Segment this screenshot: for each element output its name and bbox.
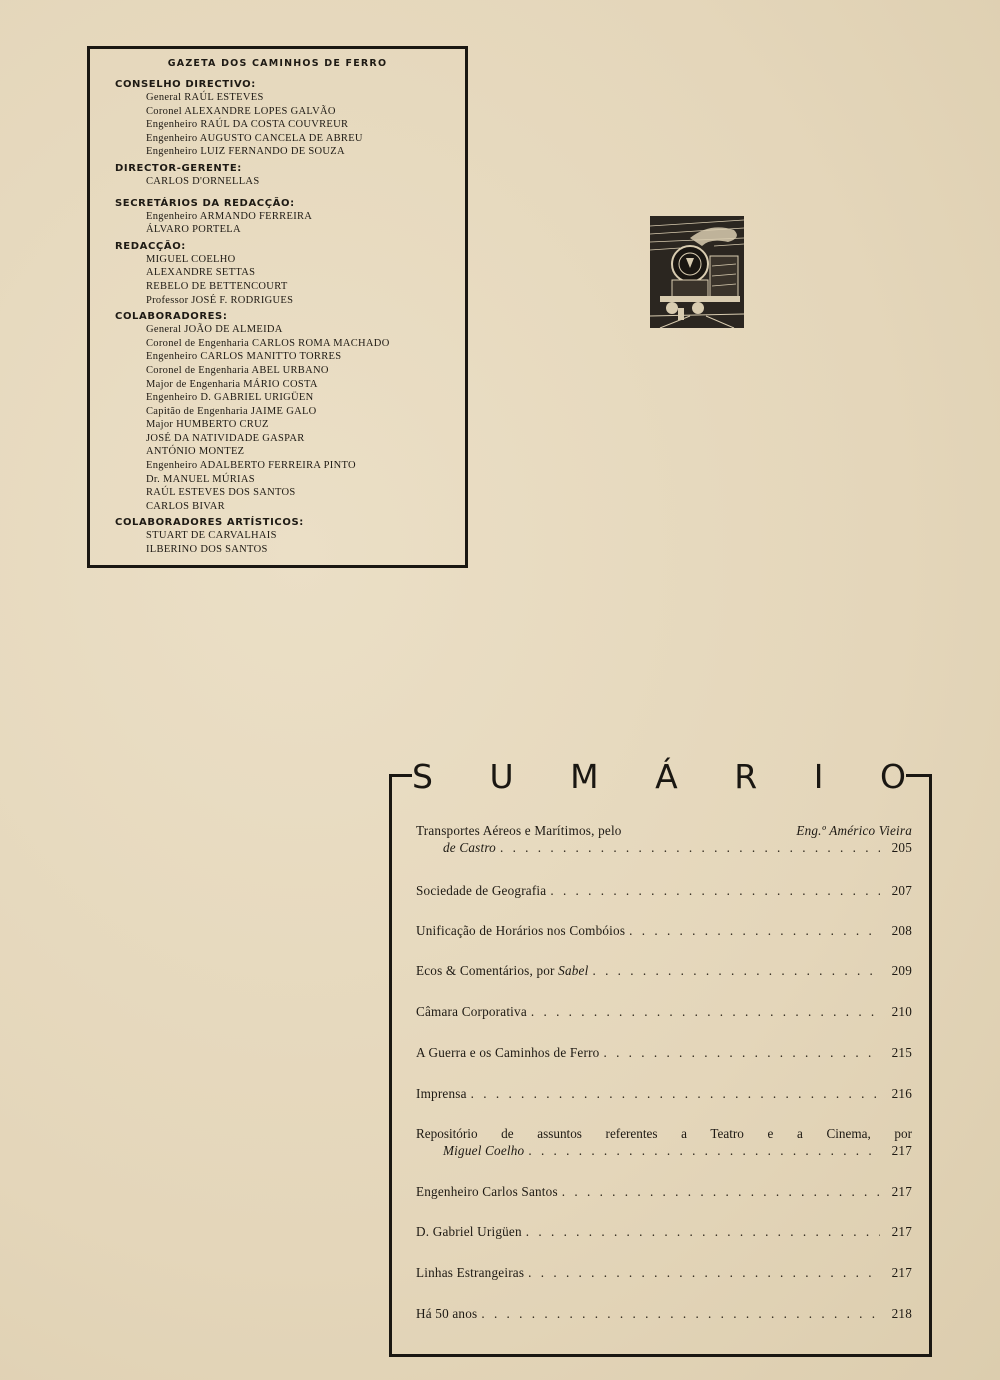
section-colaboradores-artisticos xyxy=(115,516,465,556)
toc-entry-author: de Castro xyxy=(443,840,496,855)
member-name: JOSÉ DA NATIVIDADE GASPAR xyxy=(146,432,305,444)
toc-entry-author: Miguel Coelho xyxy=(443,1143,525,1158)
masthead-title: GAZETA DOS CAMINHOS DE FERRO xyxy=(167,58,388,69)
member-name: CARLOS D'ORNELLAS xyxy=(146,175,260,187)
member-name: STUART DE CARVALHAIS xyxy=(146,530,277,542)
toc-entry-line xyxy=(416,1142,912,1159)
section-heading: SECRETÁRIOS DA REDACÇÃO: xyxy=(115,197,295,209)
toc-page-number: 209 xyxy=(891,963,912,978)
dot-leader xyxy=(526,1223,880,1240)
toc-entry-title-text: Ecos & Comentários, por xyxy=(416,963,555,978)
heading-letter: O xyxy=(879,757,906,796)
member-name: Major HUMBERTO CRUZ xyxy=(146,419,269,431)
dot-leader xyxy=(500,839,880,856)
toc-entry xyxy=(416,1085,912,1102)
toc-page-number: 207 xyxy=(891,883,912,898)
member-name: Engenheiro ARMANDO FERREIRA xyxy=(146,210,313,222)
toc-entry xyxy=(416,1044,912,1061)
member-name: Engenheiro AUGUSTO CANCELA DE ABREU xyxy=(146,132,363,144)
toc-entry-title xyxy=(416,962,588,979)
section-heading: REDACÇÃO: xyxy=(115,240,186,252)
member-name: General JOÃO DE ALMEIDA xyxy=(146,324,283,336)
member-name: CARLOS BIVAR xyxy=(146,500,225,512)
section-redaccao xyxy=(115,240,465,307)
toc-entry xyxy=(416,1264,912,1281)
dot-leader xyxy=(531,1003,880,1020)
dot-leader xyxy=(528,1264,880,1281)
member-name: ALEXANDRE SETTAS xyxy=(146,267,256,279)
member-name: Dr. MANUEL MÚRIAS xyxy=(146,473,255,485)
member-name: Engenheiro LUIZ FERNANDO DE SOUZA xyxy=(146,146,345,158)
heading-letter: Á xyxy=(655,757,678,796)
toc-entry-title: Há 50 anos xyxy=(416,1306,478,1321)
section-director-gerente xyxy=(115,162,465,189)
member-name: Coronel ALEXANDRE LOPES GALVÃO xyxy=(146,105,336,117)
dot-leader xyxy=(471,1085,880,1102)
toc-page-number: 216 xyxy=(891,1086,912,1101)
toc-page-number: 208 xyxy=(891,923,912,938)
section-heading: DIRECTOR-GERENTE: xyxy=(115,162,242,174)
dot-leader xyxy=(481,1305,880,1322)
toc-entry-title: Sociedade de Geografia xyxy=(416,883,547,898)
heading-letter: I xyxy=(813,757,824,796)
toc-page-number: 210 xyxy=(891,1004,912,1019)
heading-letter: S xyxy=(412,757,433,796)
member-name: ILBERINO DOS SANTOS xyxy=(146,544,268,556)
member-name: MIGUEL COELHO xyxy=(146,253,236,265)
toc-entry xyxy=(416,822,912,856)
section-secretarios xyxy=(115,197,465,237)
toc-entry-title: Câmara Corporativa xyxy=(416,1004,527,1019)
dot-leader xyxy=(629,922,880,939)
dot-leader xyxy=(528,1142,880,1159)
toc-entry xyxy=(416,1305,912,1322)
member-name: Major de Engenharia MÁRIO COSTA xyxy=(146,378,318,390)
toc-entry-title: Unificação de Horários nos Combóios xyxy=(416,923,626,938)
toc-entry-line xyxy=(416,822,912,839)
member-name: General RAÚL ESTEVES xyxy=(146,92,264,103)
toc-page-number: 215 xyxy=(891,1045,912,1060)
heading-letter: R xyxy=(734,757,758,796)
member-name: Capitão de Engenharia JAIME GALO xyxy=(146,405,317,417)
dot-leader xyxy=(562,1183,880,1200)
toc-entry xyxy=(416,962,912,979)
toc-entry-title: Transportes Aéreos e Marítimos, pelo xyxy=(416,823,622,838)
dot-leader xyxy=(592,962,880,979)
toc-page-number: 205 xyxy=(891,840,912,855)
toc-entry-author: Sabel xyxy=(558,963,589,978)
sumario-heading xyxy=(412,757,906,796)
toc-page-number: 217 xyxy=(891,1224,912,1239)
member-name: ANTÓNIO MONTEZ xyxy=(146,446,245,458)
dot-leader xyxy=(603,1044,880,1061)
toc-page-number: 217 xyxy=(891,1265,912,1280)
toc-entry xyxy=(416,882,912,899)
toc-page-number: 217 xyxy=(891,1143,912,1158)
member-name: Engenheiro RAÚL DA COSTA COUVREUR xyxy=(146,119,349,131)
section-heading: COLABORADORES: xyxy=(115,311,228,323)
section-colaboradores xyxy=(115,310,465,513)
toc-entry xyxy=(416,1223,912,1240)
toc-entry-title: Repositório de assuntos referentes a Teatro e a Cinema, por xyxy=(416,1126,912,1141)
toc-entry xyxy=(416,1003,912,1020)
toc-entry-author: Eng.º Américo Vieira xyxy=(796,823,912,838)
toc-page-number: 218 xyxy=(891,1306,912,1321)
section-conselho-directivo xyxy=(115,78,465,159)
toc-entry-title: Linhas Estrangeiras xyxy=(416,1265,525,1280)
dot-leader xyxy=(550,882,880,899)
toc-page-number: 217 xyxy=(891,1184,912,1199)
toc-entry-title: Engenheiro Carlos Santos xyxy=(416,1184,558,1199)
section-heading: COLABORADORES ARTÍSTICOS: xyxy=(115,517,304,529)
member-name: Coronel de Engenharia ABEL URBANO xyxy=(146,364,329,376)
member-name: Engenheiro CARLOS MANITTO TORRES xyxy=(146,351,342,363)
toc-entry xyxy=(416,922,912,939)
toc-entry-line xyxy=(416,839,912,856)
toc-entry-title: D. Gabriel Urigüen xyxy=(416,1224,522,1239)
toc-entry-title: A Guerra e os Caminhos de Ferro xyxy=(416,1045,600,1060)
editorial-board-box xyxy=(87,46,468,568)
toc-entry xyxy=(416,1183,912,1200)
member-name: Coronel de Engenharia CARLOS ROMA MACHADO xyxy=(146,337,390,349)
member-name: RAÚL ESTEVES DOS SANTOS xyxy=(146,487,296,499)
member-name: REBELO DE BETTENCOURT xyxy=(146,280,288,292)
heading-letter: U xyxy=(489,757,514,796)
member-name: Engenheiro D. GABRIEL URIGÜEN xyxy=(146,392,314,404)
heading-letter: M xyxy=(570,757,599,796)
toc-entry xyxy=(416,1125,912,1159)
locomotive-engraving-icon xyxy=(650,216,744,328)
toc-entry-title: Imprensa xyxy=(416,1086,467,1101)
section-heading: CONSELHO DIRECTIVO: xyxy=(115,79,256,90)
member-name: ÁLVARO PORTELA xyxy=(146,224,241,236)
member-name: Professor JOSÉ F. RODRIGUES xyxy=(146,294,294,306)
member-name: Engenheiro ADALBERTO FERREIRA PINTO xyxy=(146,460,356,472)
